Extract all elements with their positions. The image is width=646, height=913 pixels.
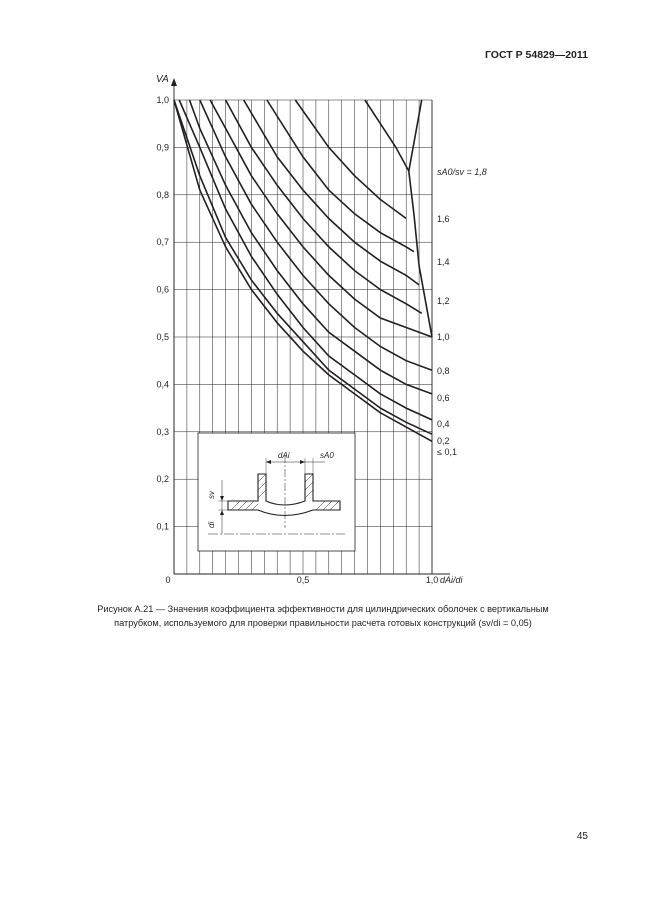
y-tick-label: 0,4 [156,379,169,390]
y-tick-label: 0,5 [156,332,169,342]
x-tick-label: 0 [165,575,171,585]
caption-line-2: патрубком, используемого для проверки правильности расчета готовых конструкций (sv/di = 0,05) [114,618,532,628]
x-axis-title: dAi/di [440,575,463,585]
series-label: 0,2 [437,436,450,446]
series-curve [179,100,432,420]
series-curve [226,100,422,313]
series-label: 1,6 [437,214,450,224]
figure-caption [60,602,586,630]
y-tick-label: 0,9 [156,142,169,153]
inset-label-di: di [207,521,216,528]
series-label: 1,0 [437,332,450,342]
nozzle-inset-drawing [198,433,355,551]
y-tick-label: 0,6 [156,284,169,295]
envelope-curve [409,100,432,337]
series-label: 0,6 [437,393,450,403]
series-label: 0,8 [437,366,450,376]
series-label: 1,2 [437,296,450,306]
inset-label-sA0: sA0 [320,451,334,460]
series-label: 1,4 [437,257,450,267]
inset-label-sv: sv [207,491,216,499]
y-tick-label: 0,1 [156,521,169,532]
y-tick-label: 1,0 [156,95,169,105]
y-tick-label: 0,7 [156,237,169,248]
y-tick-label: 0,2 [156,474,169,485]
series-label: ≤ 0,1 [437,447,457,457]
y-axis-arrow [171,78,177,86]
x-tick-label: 0,5 [296,575,310,585]
parameter-label: sA0/sv = 1,8 [437,167,487,177]
series-label: 0,4 [437,419,450,429]
y-axis-title: VA [156,74,169,85]
inset-label-dAi: dAi [278,451,290,460]
y-tick-label: 0,8 [156,189,169,200]
document-header: ГОСТ Р 54829—2011 [484,49,588,61]
x-tick-label: 1,0 [425,575,439,585]
series-curve [365,100,409,171]
page-number: 45 [576,831,588,842]
y-tick-label: 0,3 [156,426,169,437]
caption-line-1: Рисунок А.21 — Значения коэффициента эффективности для цилиндрических оболочек с вертикальным [97,604,549,614]
